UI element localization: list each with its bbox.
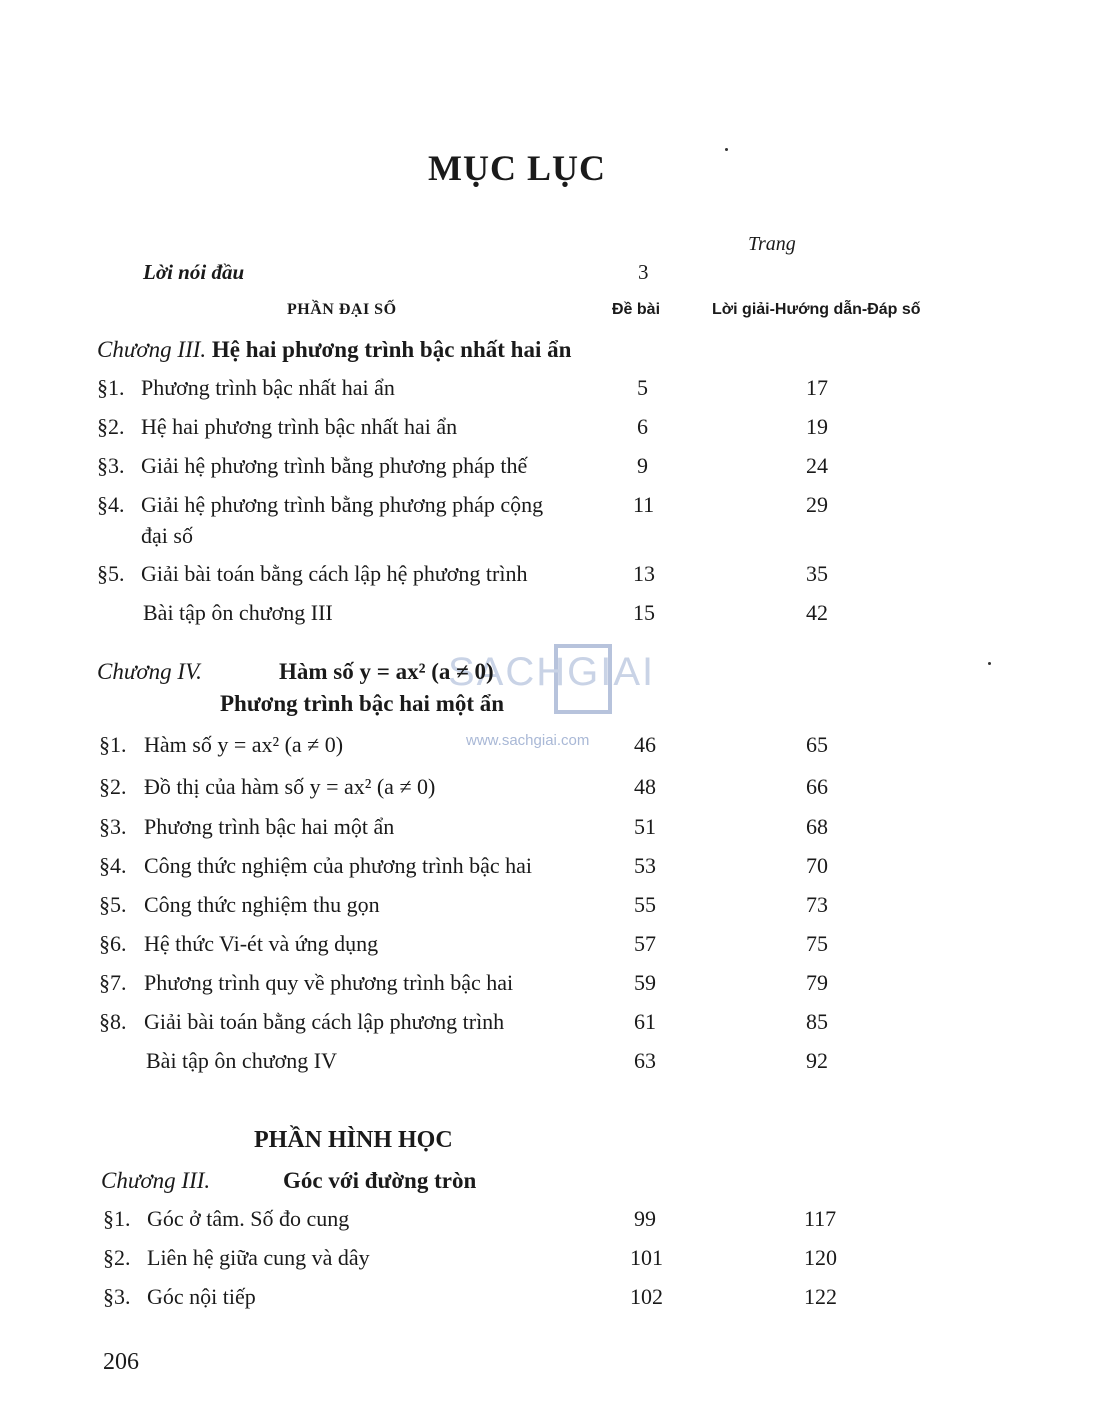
toc-entry-title: Đồ thị của hàm số y = ax² (a ≠ 0) <box>144 774 436 799</box>
toc-entry-title: Bài tập ôn chương IV <box>146 1048 337 1073</box>
toc-section-number: §3. <box>99 814 127 839</box>
toc-problem-page: 61 <box>634 1009 656 1034</box>
toc-solution-page: 35 <box>806 561 828 586</box>
toc-problem-page: 101 <box>630 1245 663 1270</box>
toc-entry-title: Phương trình quy về phương trình bậc hai <box>144 970 514 995</box>
toc-section-number: §3. <box>103 1284 131 1309</box>
toc-problem-page: 102 <box>630 1284 663 1309</box>
toc-section-number: §6. <box>99 931 127 956</box>
toc-problem-page: 55 <box>634 892 656 917</box>
toc-problem-page: 57 <box>634 931 656 956</box>
chapter-subtitle <box>220 692 504 715</box>
chapter-label <box>97 660 202 683</box>
toc-problem-page: 46 <box>634 732 656 757</box>
toc-section-number: §1. <box>103 1206 131 1231</box>
chapter-title-text: Góc với đường tròn <box>283 1168 477 1193</box>
chapter-title <box>279 660 494 683</box>
toc-problem-page: 11 <box>633 492 655 517</box>
toc-solution-page: 68 <box>806 814 828 839</box>
toc-entry-title-continued: đại số <box>141 523 193 548</box>
toc-section-number: §4. <box>97 492 125 517</box>
column-header-problems: Đề bài <box>612 301 661 318</box>
toc-solution-page: 85 <box>806 1009 828 1034</box>
toc-section-number: §5. <box>97 561 125 586</box>
toc-section-number: §2. <box>99 774 127 799</box>
toc-section-number: §3. <box>97 453 125 478</box>
toc-section-number: §5. <box>99 892 127 917</box>
toc-solution-page: 117 <box>804 1206 837 1231</box>
toc-solution-page: 65 <box>806 732 828 757</box>
toc-entry-title: Góc ở tâm. Số đo cung <box>147 1206 350 1231</box>
toc-section-number: §2. <box>97 414 125 439</box>
scan-speck <box>725 148 728 151</box>
toc-entry-title: Công thức nghiệm thu gọn <box>144 892 380 917</box>
chapter-label <box>101 1169 210 1192</box>
part-geometry-heading: PHẦN HÌNH HỌC <box>254 1127 453 1153</box>
toc-problem-page: 59 <box>634 970 656 995</box>
toc-solution-page: 42 <box>806 600 828 625</box>
intro-label: Lời nói đầu <box>143 260 245 284</box>
chapter-label: Chương III. <box>97 337 207 362</box>
toc-section-number: §4. <box>99 853 127 878</box>
chapter-title: Hệ hai phương trình bậc nhất hai ẩn <box>211 337 572 362</box>
toc-problem-page: 15 <box>633 600 655 625</box>
toc-solution-page: 79 <box>806 970 828 995</box>
toc-problem-page: 48 <box>634 774 656 799</box>
toc-solution-page: 66 <box>806 774 828 799</box>
toc-section-number: §2. <box>103 1245 131 1270</box>
chapter-title <box>283 1169 476 1192</box>
toc-solution-page: 120 <box>804 1245 837 1270</box>
toc-entry-title: Góc nội tiếp <box>147 1284 256 1309</box>
toc-section-number: §1. <box>99 732 127 757</box>
toc-solution-page: 24 <box>806 453 828 478</box>
toc-entry-title: Hàm số y = ax² (a ≠ 0) <box>144 732 344 757</box>
toc-solution-page: 70 <box>806 853 828 878</box>
page-column-label: Trang <box>748 233 796 255</box>
toc-solution-page: 92 <box>806 1048 828 1073</box>
chapter-heading <box>97 338 571 361</box>
toc-entry-title: Phương trình bậc nhất hai ẩn <box>141 375 395 400</box>
toc-section-number: §1. <box>97 375 125 400</box>
toc-solution-page: 19 <box>806 414 828 439</box>
toc-solution-page: 122 <box>804 1284 837 1309</box>
toc-entry-title: Hệ thức Vi-ét và ứng dụng <box>144 931 379 956</box>
toc-entry-title: Giải bài toán bằng cách lập hệ phương trình <box>141 561 528 586</box>
toc-section-number: §7. <box>99 970 127 995</box>
page-title: MỤC LỤC <box>428 148 606 188</box>
toc-problem-page: 99 <box>634 1206 656 1231</box>
chapter-title-line2: Phương trình bậc hai một ẩn <box>220 691 505 716</box>
toc-entry-title: Giải hệ phương trình bằng phương pháp cộng <box>141 492 544 517</box>
watermark-url: www.sachgiai.com <box>466 732 590 749</box>
toc-solution-page: 17 <box>806 375 828 400</box>
toc-entry-title: Bài tập ôn chương III <box>143 600 333 625</box>
toc-problem-page: 5 <box>637 375 648 400</box>
chapter-label-text: Chương IV. <box>97 659 202 684</box>
intro-page: 3 <box>638 260 649 284</box>
toc-entry-title: Giải hệ phương trình bằng phương pháp thế <box>141 453 528 478</box>
watermark-logo: SACHGIAI <box>448 650 656 694</box>
toc-entry-title: Hệ hai phương trình bậc nhất hai ẩn <box>141 414 458 439</box>
chapter-label-text: Chương III. <box>101 1168 211 1193</box>
toc-solution-page: 75 <box>806 931 828 956</box>
scan-speck <box>988 662 991 665</box>
column-header-solutions: Lời giải-Hướng dẫn-Đáp số <box>712 301 921 318</box>
toc-problem-page: 6 <box>637 414 648 439</box>
chapter-title-line1: Hàm số y = ax² (a ≠ 0) <box>279 659 494 684</box>
toc-section-number: §8. <box>99 1009 127 1034</box>
toc-problem-page: 51 <box>634 814 656 839</box>
toc-solution-page: 29 <box>806 492 828 517</box>
toc-entry-title: Liên hệ giữa cung và dây <box>147 1245 370 1270</box>
toc-entry-title: Công thức nghiệm của phương trình bậc hai <box>144 853 533 878</box>
toc-solution-page: 73 <box>806 892 828 917</box>
toc-problem-page: 63 <box>634 1048 656 1073</box>
toc-problem-page: 9 <box>637 453 648 478</box>
page-number: 206 <box>103 1349 139 1375</box>
toc-entry-title: Giải bài toán bằng cách lập phương trình <box>144 1009 505 1034</box>
toc-entry-title: Phương trình bậc hai một ẩn <box>144 814 395 839</box>
part-algebra-heading: PHẦN ĐẠI SỐ <box>287 301 397 318</box>
toc-problem-page: 13 <box>633 561 655 586</box>
toc-problem-page: 53 <box>634 853 656 878</box>
